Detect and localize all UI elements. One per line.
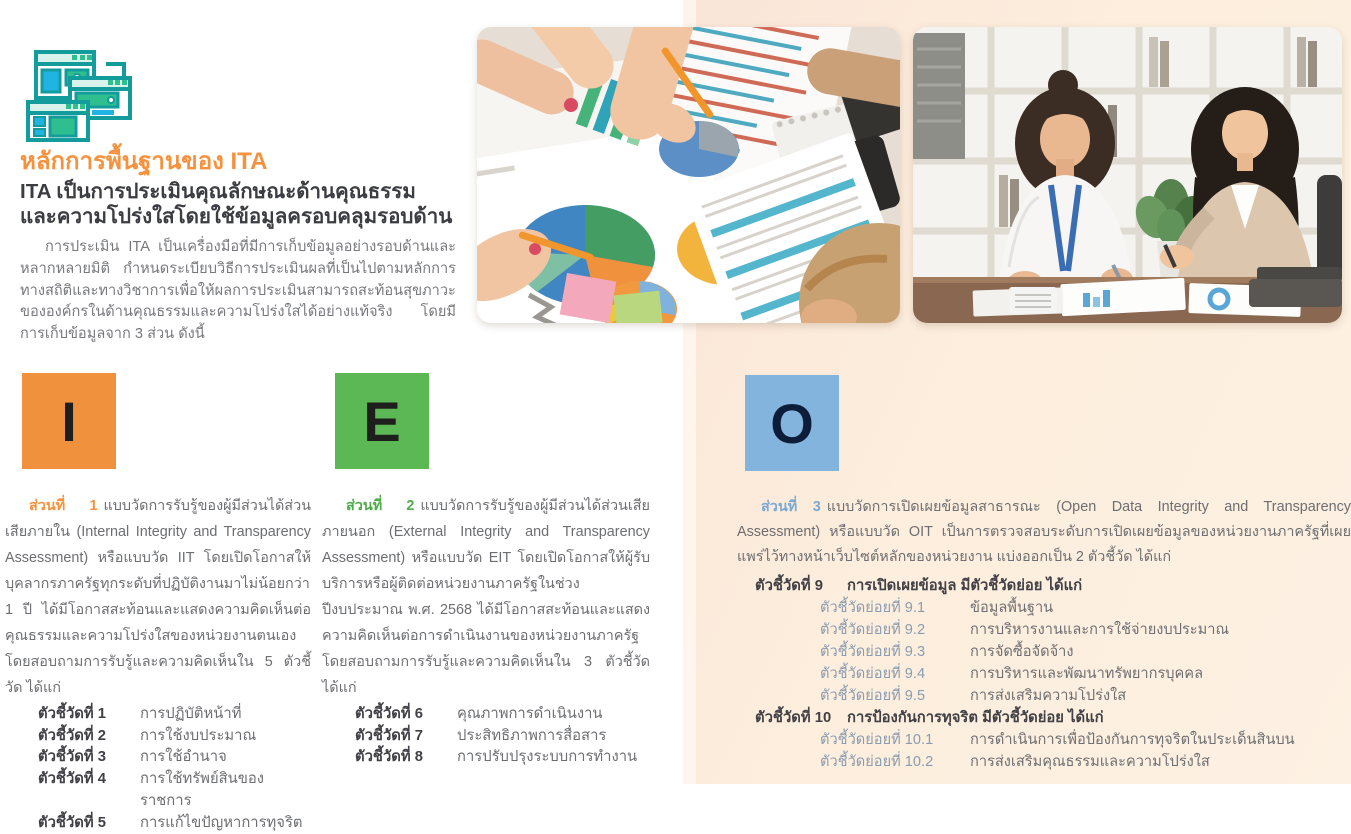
section-3-intro [737, 495, 1351, 571]
linked-browser-windows-icon [14, 30, 138, 148]
team-analyzing-charts-photo [477, 27, 900, 323]
section-1-label: ส่วนที่ 1 [29, 498, 98, 514]
indicator-row: ตัวชี้วัดที่ 2 การใช้งบประมาณ [38, 727, 257, 744]
indicator-row: ตัวชี้วัดที่ 4 การใช้ทรัพย์สินของราชการ [38, 771, 264, 809]
indicator-list-1 [5, 704, 311, 834]
two-women-meeting-photo [913, 27, 1342, 323]
sub-indicator-row: ตัวชี้วัดย่อยที่ 9.1 ข้อมูลพื้นฐาน [820, 599, 1054, 616]
sub-indicator-row: ตัวชี้วัดย่อยที่ 10.1 การดำเนินการเพื่อป้องกันการทุจริตในประเด็นสินบน [820, 731, 1295, 748]
sub-indicator-row: ตัวชี้วัดย่อยที่ 9.4 การบริหารและพัฒนาทรัพยากรบุคคล [820, 665, 1204, 682]
sub-indicator-row: ตัวชี้วัดย่อยที่ 9.2 การบริหารงานและการใช้จ่ายงบประมาณ [820, 621, 1229, 638]
indicator-row: ตัวชี้วัดที่ 8 การปรับปรุงระบบการทำงาน [355, 749, 638, 766]
indicator-row: ตัวชี้วัดที่ 6 คุณภาพการดำเนินงาน [355, 706, 603, 722]
section-1-intro-text: แบบวัดการรับรู้ของผู้มีส่วนได้ส่วนเสียภายใน (Internal Integrity and Transparency Assessment) หรือแบบวัด IIT โดยเปิดโอกาสให้บุคลากรภาครัฐทุกระดับที่ปฏิบัติงานมาไม่น้อยกว่า 1 ปี ได้มีโอกาสสะท้อนและแสดงความคิดเห็นต่อคุณธรรมและความโปร่งใสของหน่วยงานตนเอง โดยสอบถามการรับรู้และความคิดเห็นใน 5 ตัวชี้วัด ได้แก่ [5, 498, 311, 696]
intro-paragraph: การประเมิน ITA เป็นเครื่องมือที่มีการเก็บข้อมูลอย่างรอบด้านและหลากหลายมิติ กำหนดระเบียบวิธีการประเมินผลที่เป็นไปตามหลักการทางสถิติและทางวิชาการเพื่อให้ผลการประเมินสามารถสะท้อนสุขภาวะขององค์กรในด้านคุณธรรมและความโปร่งใสได้อย่างแท้จริง โดยมีการเก็บข้อมูลจาก 3 ส่วน ดังนี้ [20, 239, 456, 343]
section-external [322, 373, 650, 769]
sub-indicator-row: ตัวชี้วัดย่อยที่ 9.3 การจัดซื้อจัดจ้าง [820, 643, 1074, 660]
letter-i: I [61, 389, 77, 453]
indicator-row: ตัวชี้วัดที่ 7 ประสิทธิภาพการสื่อสาร [355, 727, 607, 744]
section-2-intro-text: แบบวัดการรับรู้ของผู้มีส่วนได้ส่วนเสียภายนอก (External Integrity and Transparency Assessment) หรือแบบวัด EIT โดยเปิดโอกาสให้ผู้รับบริการหรือผู้ติดต่อหน่วยงานภาครัฐในช่วงปีงบประมาณ พ.ศ. 2568 ได้มีโอกาสสะท้อนและแสดงความคิดเห็นต่อการดำเนินงานของหน่วยงานภาครัฐ โดยสอบถามการรับรู้และความคิดเห็นใน 3 ตัวชี้วัด ได้แก่ [322, 498, 650, 696]
section-1-intro [5, 493, 311, 701]
letter-o: O [770, 391, 814, 455]
indicator-row: ตัวชี้วัดที่ 1 การปฏิบัติหน้าที่ [38, 706, 242, 722]
indicator-row: ตัวชี้วัดที่ 5 การแก้ไขปัญหาการทุจริต [38, 814, 303, 831]
sub-indicator-row: ตัวชี้วัดย่อยที่ 10.2 การส่งเสริมคุณธรรมและความโปร่งใส [820, 753, 1210, 770]
section-open-data [737, 375, 1351, 773]
section-internal [5, 373, 311, 834]
page-subtitle [20, 179, 456, 229]
indicator-group-9: ตัวชี้วัดที่ 9 การเปิดเผยข้อมูล มีตัวชี้วัดย่อย ได้แก่ [755, 577, 1083, 594]
section-2-intro [322, 493, 650, 701]
section-3-label: ส่วนที่ 3 [761, 499, 821, 515]
page-title: หลักการพื้นฐานของ ITA [20, 148, 268, 175]
indicator-row: ตัวชี้วัดที่ 3 การใช้อำนาจ [38, 749, 227, 766]
subtitle-line-1: ITA เป็นการประเมินคุณลักษณะด้านคุณธรรม [20, 180, 416, 203]
section-2-label: ส่วนที่ 2 [346, 498, 415, 514]
letter-e: E [363, 389, 401, 453]
headline-block [20, 148, 456, 346]
section-3-intro-text: แบบวัดการเปิดเผยข้อมูลสาธารณะ (Open Data Integrity and Transparency Assessment) หรือแบบวัด OIT เป็นการตรวจสอบระดับการเปิดเผยข้อมูลของหน่วยงานภาครัฐที่เผยแพร่ไว้ทางหน้าเว็บไซต์หลักของหน่วยงาน แบ่งออกเป็น 2 ตัวชี้วัด ได้แก่ [737, 499, 1351, 566]
letter-block-e [335, 373, 429, 469]
sub-indicator-row: ตัวชี้วัดย่อยที่ 9.5 การส่งเสริมความโปร่งใส [820, 687, 1127, 704]
indicator-group-10: ตัวชี้วัดที่ 10 การป้องกันการทุจริต มีตัวชี้วัดย่อย ได้แก่ [755, 709, 1104, 726]
indicator-list-2 [322, 704, 650, 769]
indicator-list-3 [737, 575, 1351, 773]
letter-block-i [22, 373, 116, 469]
subtitle-line-2: และความโปร่งใสโดยใช้ข้อมูลครอบคลุมรอบด้าน [20, 205, 453, 228]
letter-block-o [745, 375, 839, 471]
